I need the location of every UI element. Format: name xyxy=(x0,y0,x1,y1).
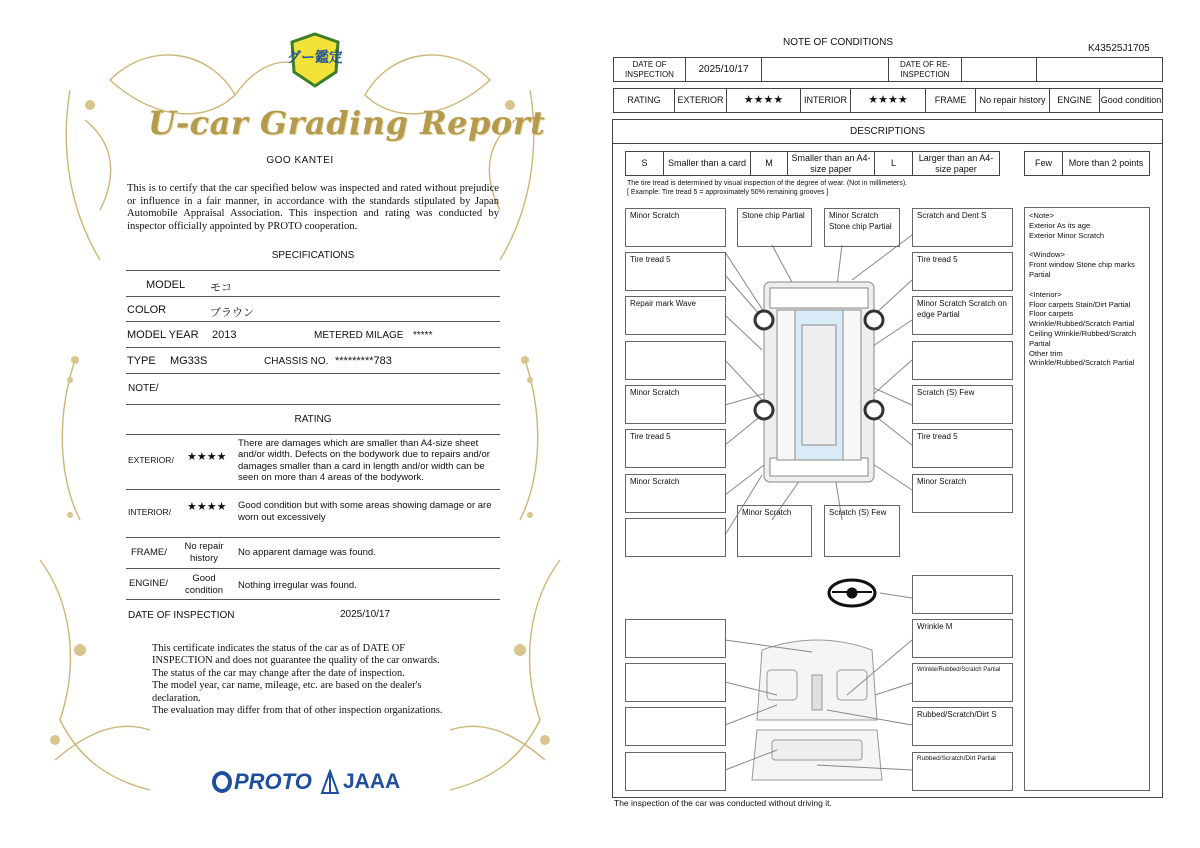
engine-label: ENGINE/ xyxy=(129,578,169,589)
proto-mark-icon xyxy=(212,771,232,793)
exterior-stars: ★★★★ xyxy=(187,451,227,463)
engine-label: ENGINE xyxy=(1049,88,1100,113)
chassis-label: CHASSIS NO. xyxy=(264,356,329,367)
tire-note-1: The tire tread is determined by visual inspection of the degree of wear. (Not in millimeters). xyxy=(627,180,908,187)
box-dashboard xyxy=(625,619,726,658)
box-right-door-rear: Scratch (S) Few xyxy=(912,385,1013,424)
rating-label: RATING xyxy=(613,88,675,113)
box-right-door-front xyxy=(912,341,1013,380)
interior-label: INTERIOR xyxy=(800,88,851,113)
report-subtitle: GOO KANTEI xyxy=(266,155,334,166)
frame-label: FRAME xyxy=(925,88,976,113)
frame-label: FRAME/ xyxy=(131,547,167,558)
date-reinspection-cell: DATE OF RE-INSPECTION xyxy=(888,57,962,82)
exterior-description: There are damages which are smaller than A4-size sheet and/or width. Defects on the bodywork due to repairs and/or damages smaller than a card in length and/or width can be seen on more than 4 areas of the bodywork. xyxy=(238,438,490,483)
engine-description: Nothing irregular was found. xyxy=(238,580,357,591)
metered-value: ***** xyxy=(413,330,433,341)
proto-logo: PROTO xyxy=(212,769,312,795)
date-blank-cell xyxy=(761,57,889,82)
legend-m-key: M xyxy=(750,151,788,176)
legend-few-desc: More than 2 points xyxy=(1062,151,1150,176)
box-rear-seat-left xyxy=(625,752,726,791)
steering-wheel-icon xyxy=(829,580,875,606)
legend-s-desc: Smaller than a card xyxy=(663,151,751,176)
exterior-stars: ★★★★ xyxy=(726,88,801,113)
metered-label: METERED MILAGE xyxy=(314,330,404,341)
date-inspection-cell: DATE OF INSPECTION xyxy=(613,57,686,82)
exterior-label: EXTERIOR/ xyxy=(128,455,174,465)
model-year-label: MODEL YEAR xyxy=(127,329,199,341)
box-tire-rear-left: Tire tread 5 xyxy=(625,429,726,468)
exterior-label: EXTERIOR xyxy=(674,88,727,113)
jaaa-logo: JAAA xyxy=(320,769,400,795)
box-rear-bumper-left xyxy=(625,518,726,557)
box-tire-front-right: Tire tread 5 xyxy=(912,252,1013,291)
legend-l-desc: Larger than an A4-size paper xyxy=(912,151,1000,176)
box-hood: Minor Scratch Stone chip Partial xyxy=(824,208,900,247)
certificate-intro: This is to certify that the car specified below was inspected and rated without prejudice or influence in a fair manner, in accordance with the standards stipulated by Japan Automobile Appraisal Association. This inspection and rating was conducted by inspector officially appointed by PROTO cooperation. xyxy=(127,183,499,232)
interior-label: INTERIOR/ xyxy=(128,507,171,517)
goo-badge-icon xyxy=(288,32,342,88)
box-floor-left xyxy=(625,707,726,746)
box-left-fender: Repair mark Wave xyxy=(625,296,726,335)
box-front-seat-left xyxy=(625,663,726,702)
type-label: TYPE xyxy=(127,355,156,367)
reinspection-value-cell xyxy=(961,57,1037,82)
report-title: U-car Grading Report xyxy=(148,104,546,142)
box-rear-right-quarter: Minor Scratch xyxy=(912,474,1013,513)
notes-panel: <Note> Exterior As its age Exterior Minor Scratch <Window> Front window Stone chip marks Partial <Interior> Floor carpets Stain/Dirt Partial Floor carpets Wrinkle/Rubbed/Scratch Partial Ceiling Wrinkle/Rubbed/Scratch Partial Other trim Wrinkle/Rubbed/Scratch Partial xyxy=(1024,207,1150,791)
color-value: ブラウン xyxy=(210,307,254,319)
box-rear-bumper: Scratch (S) Few xyxy=(824,505,900,557)
box-floor-right: Rubbed/Scratch/Dirt S xyxy=(912,707,1013,746)
chassis-value: *********783 xyxy=(335,355,392,367)
conditions-footer: The inspection of the car was conducted without driving it. xyxy=(614,798,832,808)
tire-note-2: [ Example: Tire tread 5 = approximately 50% remaining grooves ] xyxy=(627,189,829,196)
descriptions-header: DESCRIPTIONS xyxy=(612,119,1163,144)
engine-value: Good condition xyxy=(184,573,224,596)
jaaa-mark-icon xyxy=(320,769,340,795)
frame-description: No apparent damage was found. xyxy=(238,547,376,558)
box-steering xyxy=(912,575,1013,614)
box-tire-front-left: Tire tread 5 xyxy=(625,252,726,291)
model-value: モコ xyxy=(210,282,232,294)
box-left-door-front xyxy=(625,341,726,380)
box-front-right-bumper: Scratch and Dent S xyxy=(912,208,1013,247)
model-year-value: 2013 xyxy=(212,329,237,341)
date-inspection-value: 2025/10/17 xyxy=(340,609,391,620)
legend-few-key: Few xyxy=(1024,151,1063,176)
box-right-fender: Minor Scratch Scratch on edge Partial xyxy=(912,296,1013,335)
reinspection-blank-cell xyxy=(1036,57,1163,82)
badge-label: グー鑑定 xyxy=(288,50,342,66)
legend-m-desc: Smaller than an A4-size paper xyxy=(787,151,875,176)
conditions-title: NOTE OF CONDITIONS xyxy=(783,37,893,48)
frame-value: No repair history xyxy=(184,541,224,564)
box-rear-gate: Minor Scratch xyxy=(737,505,812,557)
box-rear-seat-right: Rubbed/Scratch/Dirt Partial xyxy=(912,752,1013,791)
frame-value: No repair history xyxy=(975,88,1050,113)
color-label: COLOR xyxy=(127,304,167,316)
type-value: MG33S xyxy=(170,355,208,367)
interior-stars: ★★★★ xyxy=(850,88,926,113)
rating-header: RATING xyxy=(294,414,332,425)
certificate-footer: This certificate indicates the status of the car as of DATE OF INSPECTION and does not guarantee the quality of the car onwards. The status of the car may change after the date of inspection. The model year, car name, mileage, etc. are based on the dealer's declaration. The evaluation may differ from that of other inspection organizations. xyxy=(152,643,443,717)
legend-s-key: S xyxy=(625,151,664,176)
box-tire-rear-right: Tire tread 5 xyxy=(912,429,1013,468)
box-front-window: Stone chip Partial xyxy=(737,208,812,247)
box-front-left-bumper: Minor Scratch xyxy=(625,208,726,247)
reference-number: K43525J1705 xyxy=(1088,43,1150,54)
box-left-door-rear: Minor Scratch xyxy=(625,385,726,424)
box-ceiling: Wrinkle M xyxy=(912,619,1013,658)
date-inspection-label: DATE OF INSPECTION xyxy=(128,610,235,621)
date-inspection-value: 2025/10/17 xyxy=(685,57,762,82)
note-label: NOTE/ xyxy=(128,383,159,394)
box-rear-left-quarter: Minor Scratch xyxy=(625,474,726,513)
interior-description: Good condition but with some areas showing damage or are worn out excessively xyxy=(238,500,492,523)
legend-l-key: L xyxy=(874,151,913,176)
engine-value: Good condition xyxy=(1099,88,1163,113)
model-label: MODEL xyxy=(146,279,186,291)
specifications-header: SPECIFICATIONS xyxy=(271,250,355,261)
box-front-seat-right: Wrinkle/Rubbed/Scratch Partial xyxy=(912,663,1013,702)
interior-stars: ★★★★ xyxy=(187,501,227,513)
